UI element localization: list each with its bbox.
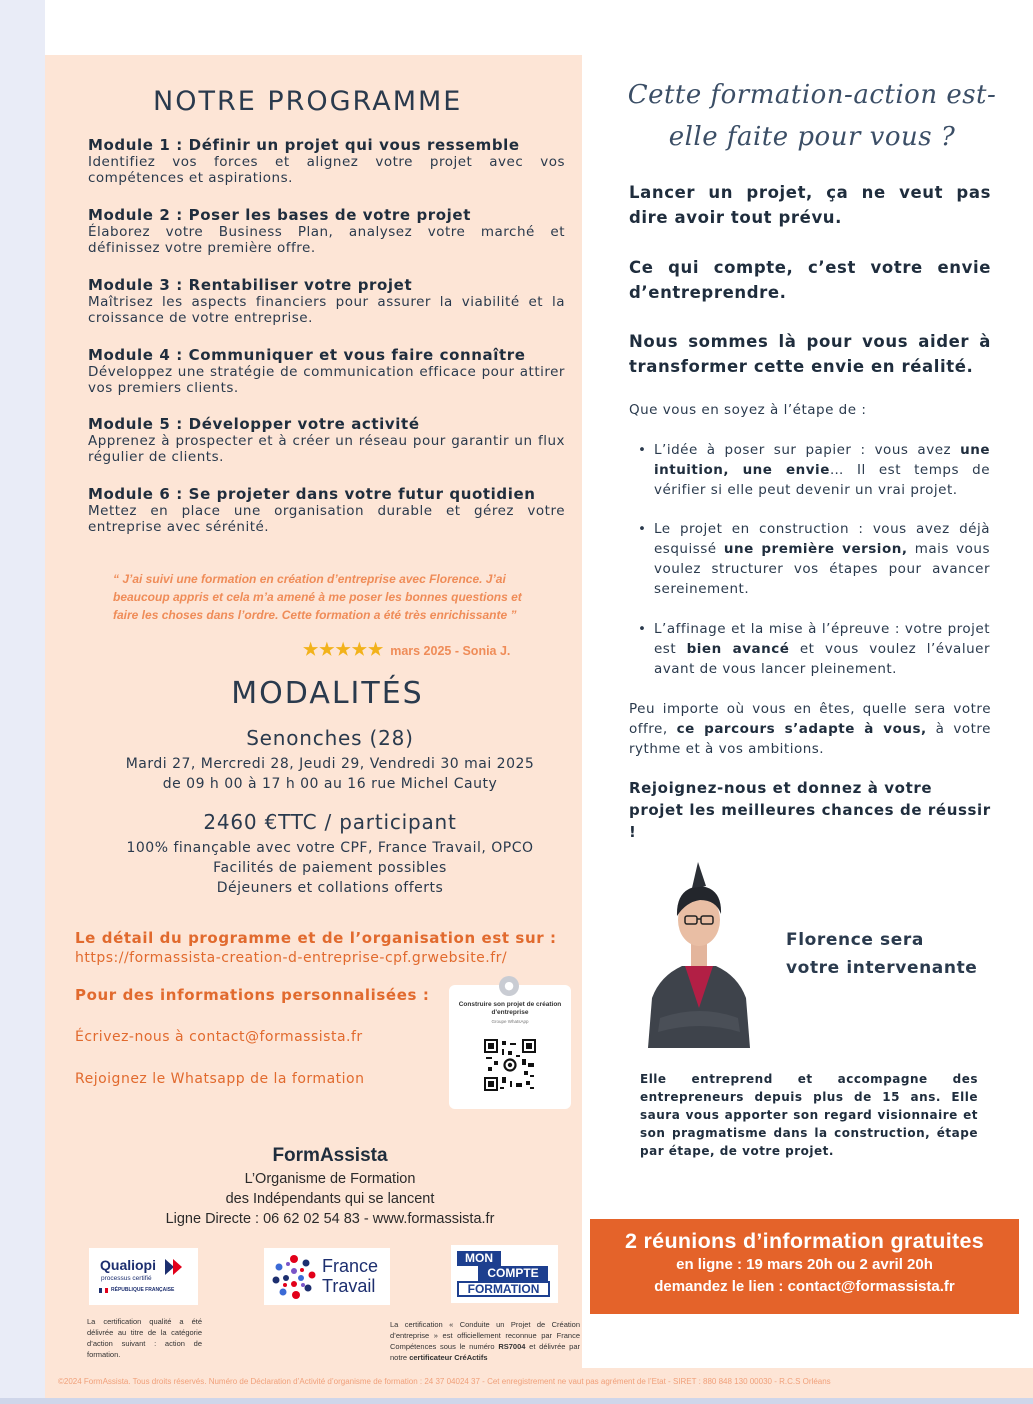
bullet-bold: bien avancé (686, 641, 790, 657)
qr-title: Construire son projet de création d'entreprise (458, 1001, 562, 1016)
module-4 (88, 347, 565, 396)
dates: Mardi 27, Mercredi 28, Jeudi 29, Vendredi 30 mai 2025 (125, 756, 535, 772)
location: Senonches (28) (246, 726, 414, 750)
qualiopi-certification-note: La certification qualité a été délivrée au titre de la catégorie d’action suivant : action de formation. (87, 1317, 202, 1359)
whatsapp-qr-card[interactable] (449, 979, 571, 1109)
france-travail-logo (264, 1248, 390, 1305)
bullet-bold: une intuition, une envie (654, 442, 990, 478)
info-label: Pour des informations personnalisées : (75, 986, 430, 1004)
rs-code: RS7004 (498, 1342, 526, 1351)
intervenant-line-1: Florence sera (786, 930, 924, 950)
module-3 (88, 277, 565, 326)
testimonial-quote: “ J’ai suivi une formation en création d’entreprise avec Florence. J’ai beaucoup appris et cela m’a amené à me poser les bonnes questions et faire les choses dans l’ordre. Cette formation a été très enrichissante ” (113, 572, 522, 622)
info-box-request-link[interactable]: demandez le lien : contact@formassista.fr (654, 1278, 955, 1295)
module-description: Mettez en place une organisation durable et gérez votre entreprise avec sérénité. (88, 503, 565, 535)
financing: 100% finançable avec votre CPF, France Travail, OPCO (126, 840, 534, 856)
bullet-text: mais vous voulez structurer vos étapes pour avancer sereinement. (654, 541, 990, 597)
module-2 (88, 207, 565, 256)
right-intro: Que vous en soyez à l’étape de : (629, 402, 867, 418)
france-travail-text (322, 1256, 378, 1296)
meals-offered: Déjeuners et collations offerts (216, 880, 444, 896)
mcf-line3: FORMATION (457, 1281, 550, 1297)
module-6 (88, 486, 565, 535)
trainer-bio: Elle entreprend et accompagne des entrepreneurs depuis plus de 15 ans. Elle saura vous apporter son regard visionnaire et son pragmatisme dans la construction, étape par étape, de votre projet. (640, 1072, 978, 1158)
bullet-text: … Il est temps de vérifier si elle peut devenir un vrai projet. (654, 462, 991, 498)
detail-label: Le détail du programme et de l’organisation est sur : (75, 929, 557, 947)
rs-note-part-b: et délivrée par notre (390, 1342, 580, 1362)
trainer-photo (640, 858, 758, 1048)
payment-facilities: Facilités de paiement possibles (213, 860, 447, 876)
mcf-line2: COMPTE (478, 1266, 548, 1281)
info-box-title: 2 réunions d’information gratuites (624, 1229, 984, 1253)
france-travail-dots-icon (270, 1253, 318, 1301)
intervenant-line-2: votre intervenante (786, 958, 978, 978)
right-paragraph-4 (629, 699, 991, 759)
bullet-refinement (636, 619, 990, 679)
bullet-bold: une première version, (723, 541, 908, 557)
org-contact-line: Ligne Directe : 06 62 02 54 83 - www.formassista.fr (165, 1211, 495, 1227)
programme-url-link[interactable]: https://formassista-creation-d-entreprise-cpf.grwebsite.fr/ (75, 950, 508, 966)
module-title: Module 3 : Rentabiliser votre projet (88, 276, 413, 294)
whatsapp-link[interactable]: Rejoignez le Whatsapp de la formation (75, 1071, 365, 1087)
right-cta: Rejoignez-nous et donnez à votre projet les meilleures chances de réussir ! (629, 779, 991, 841)
org-tagline-2: des Indépendants qui se lancent (225, 1191, 435, 1207)
rs-note-part-a: La certification « Conduite un Projet de Création d’entreprise » est officiellement reconnue par France Compétences sous le numéro (390, 1320, 580, 1351)
ft-line2: Travail (322, 1276, 376, 1296)
info-sessions-box (590, 1219, 1019, 1314)
module-description: Identifiez vos forces et alignez votre projet avec vos compétences et aspirations. (88, 154, 565, 186)
qr-code-icon (484, 1039, 536, 1091)
org-tagline-1: L’Organisme de Formation (244, 1171, 416, 1187)
star-rating-icon: ★★★★★ (303, 640, 385, 659)
mcf-line1: MON (457, 1251, 501, 1266)
bullet-text: L’affinage et la mise à l’épreuve : votre projet est (654, 621, 990, 657)
p4-text: Peu importe où vous en êtes, quelle sera votre offre, (629, 701, 991, 737)
module-title: Module 6 : Se projeter dans votre futur quotidien (88, 485, 536, 503)
p4-text: à votre rythme et à vos ambitions. (629, 721, 991, 757)
bullet-text: Le projet en construction : vous avez déjà esquissé (654, 521, 990, 557)
module-title: Module 2 : Poser les bases de votre projet (88, 206, 471, 224)
intervenant-label (786, 926, 977, 982)
module-description: Maîtrisez les aspects financiers pour assurer la viabilité et la croissance de votre entreprise. (88, 294, 565, 326)
qr-subtitle: Groupe WhatsApp (491, 1019, 529, 1024)
mon-compte-formation-logo (451, 1245, 558, 1303)
module-title: Module 4 : Communiquer et vous faire connaître (88, 346, 526, 364)
qualiopi-arrows-icon (165, 1259, 187, 1275)
group-avatar-icon: ● (499, 976, 519, 996)
module-description: Développez une stratégie de communication efficace pour attirer vos premiers clients. (88, 364, 565, 396)
price: 2460 €TTC / participant (203, 810, 457, 834)
module-1 (88, 137, 565, 186)
org-name: FormAssista (272, 1145, 388, 1166)
programme-title: NOTRE PROGRAMME (153, 86, 463, 117)
rs-certification-note (390, 1319, 580, 1363)
bullet-idea (636, 440, 990, 500)
qualiopi-logo (89, 1248, 198, 1305)
french-flag-icon (99, 1288, 108, 1293)
module-title: Module 5 : Développer votre activité (88, 415, 420, 433)
qualiopi-republic: RÉPUBLIQUE FRANÇAISE (111, 1287, 175, 1293)
modalites-title: MODALITÉS (231, 676, 424, 711)
ft-line1: France (322, 1256, 379, 1276)
qualiopi-name: Qualiopi (100, 1257, 156, 1273)
bullet-text: et vous voulez l’évaluer avant de vous lancer pleinement. (654, 641, 990, 677)
p4-bold: ce parcours s’adapte à vous, (676, 721, 927, 737)
bullet-text: L’idée à poser sur papier : vous avez (654, 442, 961, 458)
testimonial-meta: mars 2025 - Sonia J. (390, 644, 511, 658)
bullet-construction (636, 519, 990, 599)
testimonial-rating (303, 640, 510, 660)
info-box-dates: en ligne : 19 mars 20h ou 2 avril 20h (676, 1256, 933, 1273)
qualiopi-sub: processus certifié (101, 1275, 152, 1282)
certifier-name: certificateur CréActifs (409, 1353, 488, 1362)
right-paragraph-1: Lancer un projet, ça ne veut pas dire avoir tout prévu. (629, 183, 991, 227)
bottom-strip (0, 1398, 1033, 1404)
module-5 (88, 416, 565, 465)
email-link[interactable]: Écrivez-nous à contact@formassista.fr (75, 1029, 363, 1045)
module-description: Élaborez votre Business Plan, analysez votre marché et définissez votre première offre. (88, 224, 565, 256)
module-description: Apprenez à prospecter et à créer un réseau pour garantir un flux régulier de clients. (88, 433, 565, 465)
legal-footer: ©2024 FormAssista. Tous droits réservés. Numéro de Déclaration d’Activité d’organisme de formation : 24 37 04024 37 - Cet enregistrement ne vaut pas agrément de l’Etat - SIRET : 880 848 130 00030 - R.C.S Orléans (58, 1377, 831, 1386)
module-title: Module 1 : Définir un projet qui vous ressemble (88, 136, 520, 154)
right-paragraph-3: Nous sommes là pour vous aider à transformer cette envie en réalité. (629, 332, 991, 376)
hours-address: de 09 h 00 à 17 h 00 au 16 rue Michel Cauty (162, 776, 498, 792)
right-paragraph-2: Ce qui compte, c’est votre envie d’entreprendre. (629, 258, 991, 302)
right-script-title: Cette formation-action est-elle faite pour vous ? (627, 80, 997, 152)
